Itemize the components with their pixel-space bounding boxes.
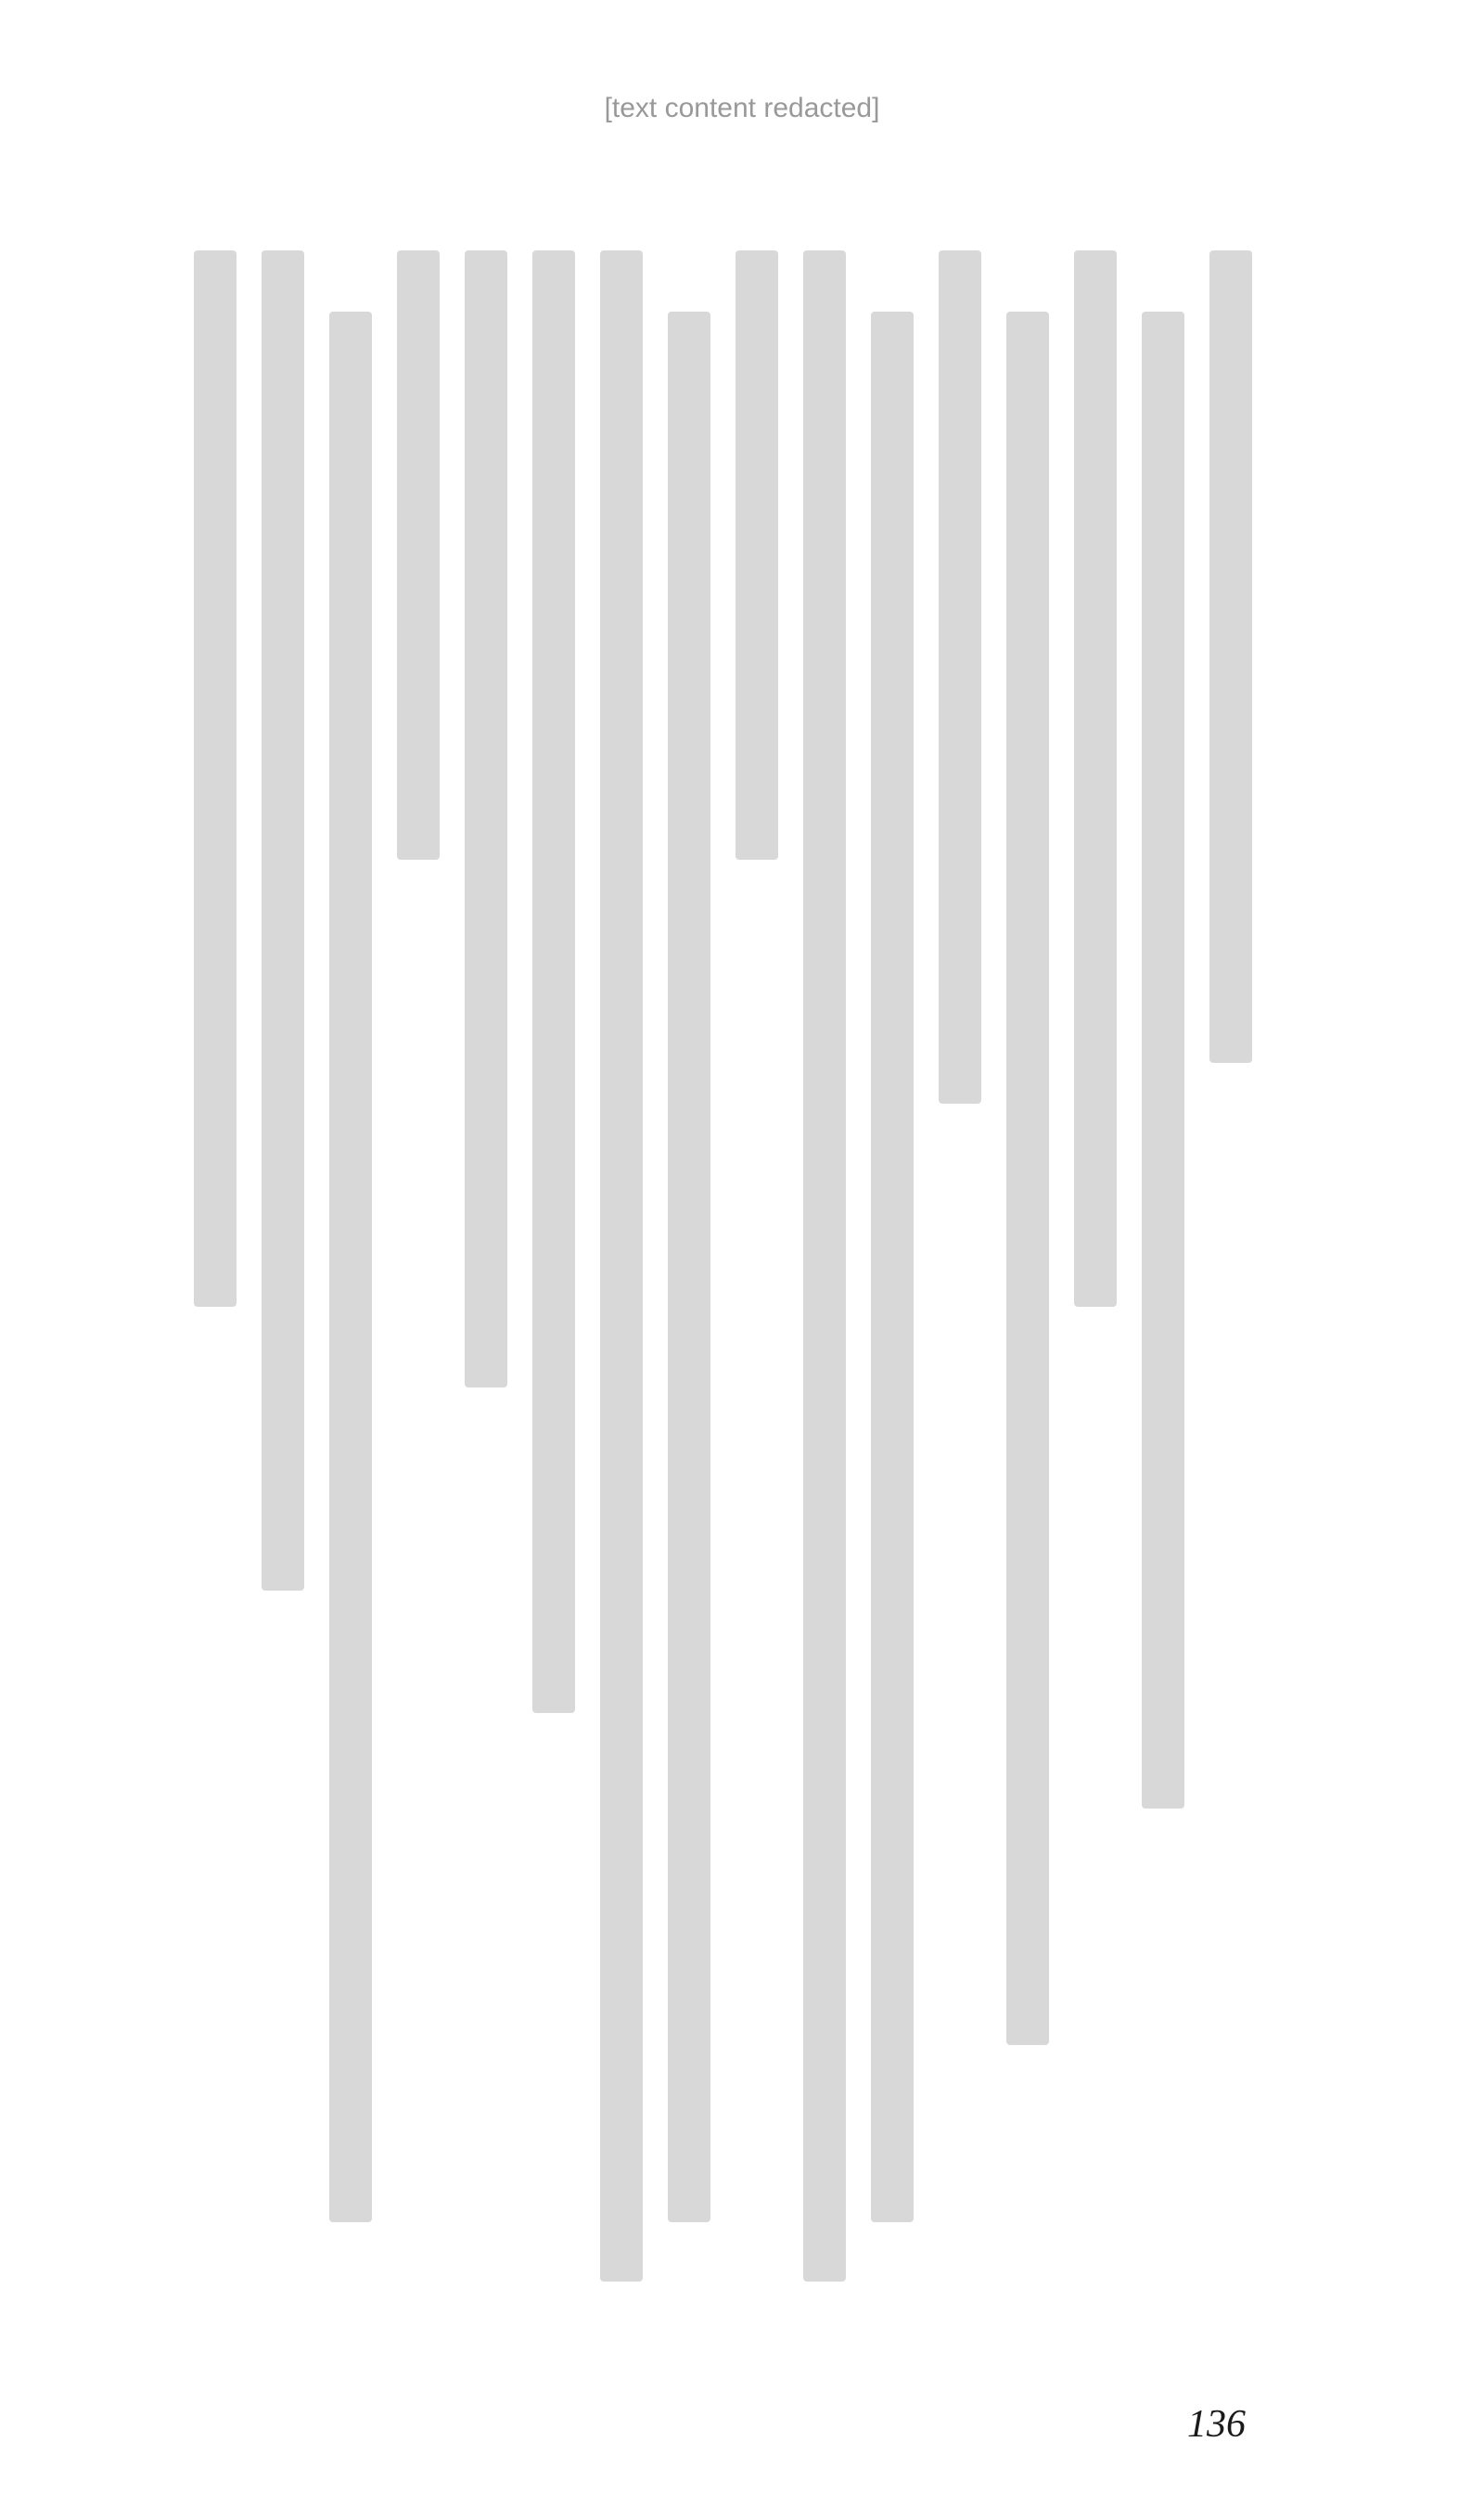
redaction-bar: [1209, 250, 1252, 1063]
redaction-bar: [871, 312, 914, 2222]
redaction-bar: [736, 250, 778, 860]
redaction-bar: [329, 312, 372, 2222]
redacted-text-line: [194, 250, 237, 2282]
redacted-text-line: [668, 250, 710, 2282]
redaction-bar: [668, 312, 710, 2222]
redacted-text-line: [397, 250, 440, 2282]
redacted-text-line: [329, 250, 372, 2282]
redaction-bar: [600, 250, 643, 2282]
redaction-bar: [1142, 312, 1184, 1809]
vertical-text-block: [167, 250, 1252, 2282]
redacted-text-line: [939, 250, 981, 2282]
redaction-bar: [465, 250, 507, 1387]
redaction-bar: [1006, 312, 1049, 2045]
redaction-bar: [194, 250, 237, 1307]
redaction-bar: [397, 250, 440, 860]
redaction-bar: [803, 250, 846, 2282]
redacted-text-line: [1006, 250, 1049, 2282]
redacted-text-line: [600, 250, 643, 2282]
redaction-bar: [532, 250, 575, 1713]
redacted-text-line: [736, 250, 778, 2282]
redacted-text-line: [871, 250, 914, 2282]
redacted-text-line: [262, 250, 304, 2282]
redaction-bar: [1074, 250, 1117, 1307]
redacted-text-line: [803, 250, 846, 2282]
redacted-text-line: [465, 250, 507, 2282]
redaction-bar: [939, 250, 981, 1104]
redacted-text-line: [1074, 250, 1117, 2282]
redacted-text-line: [532, 250, 575, 2282]
redaction-note: [text content redacted]: [604, 93, 880, 123]
redacted-text-line: [1209, 250, 1252, 2282]
redacted-text-line: [1142, 250, 1184, 2282]
page-number: 136: [1187, 2403, 1246, 2446]
redaction-bar: [262, 250, 304, 1591]
